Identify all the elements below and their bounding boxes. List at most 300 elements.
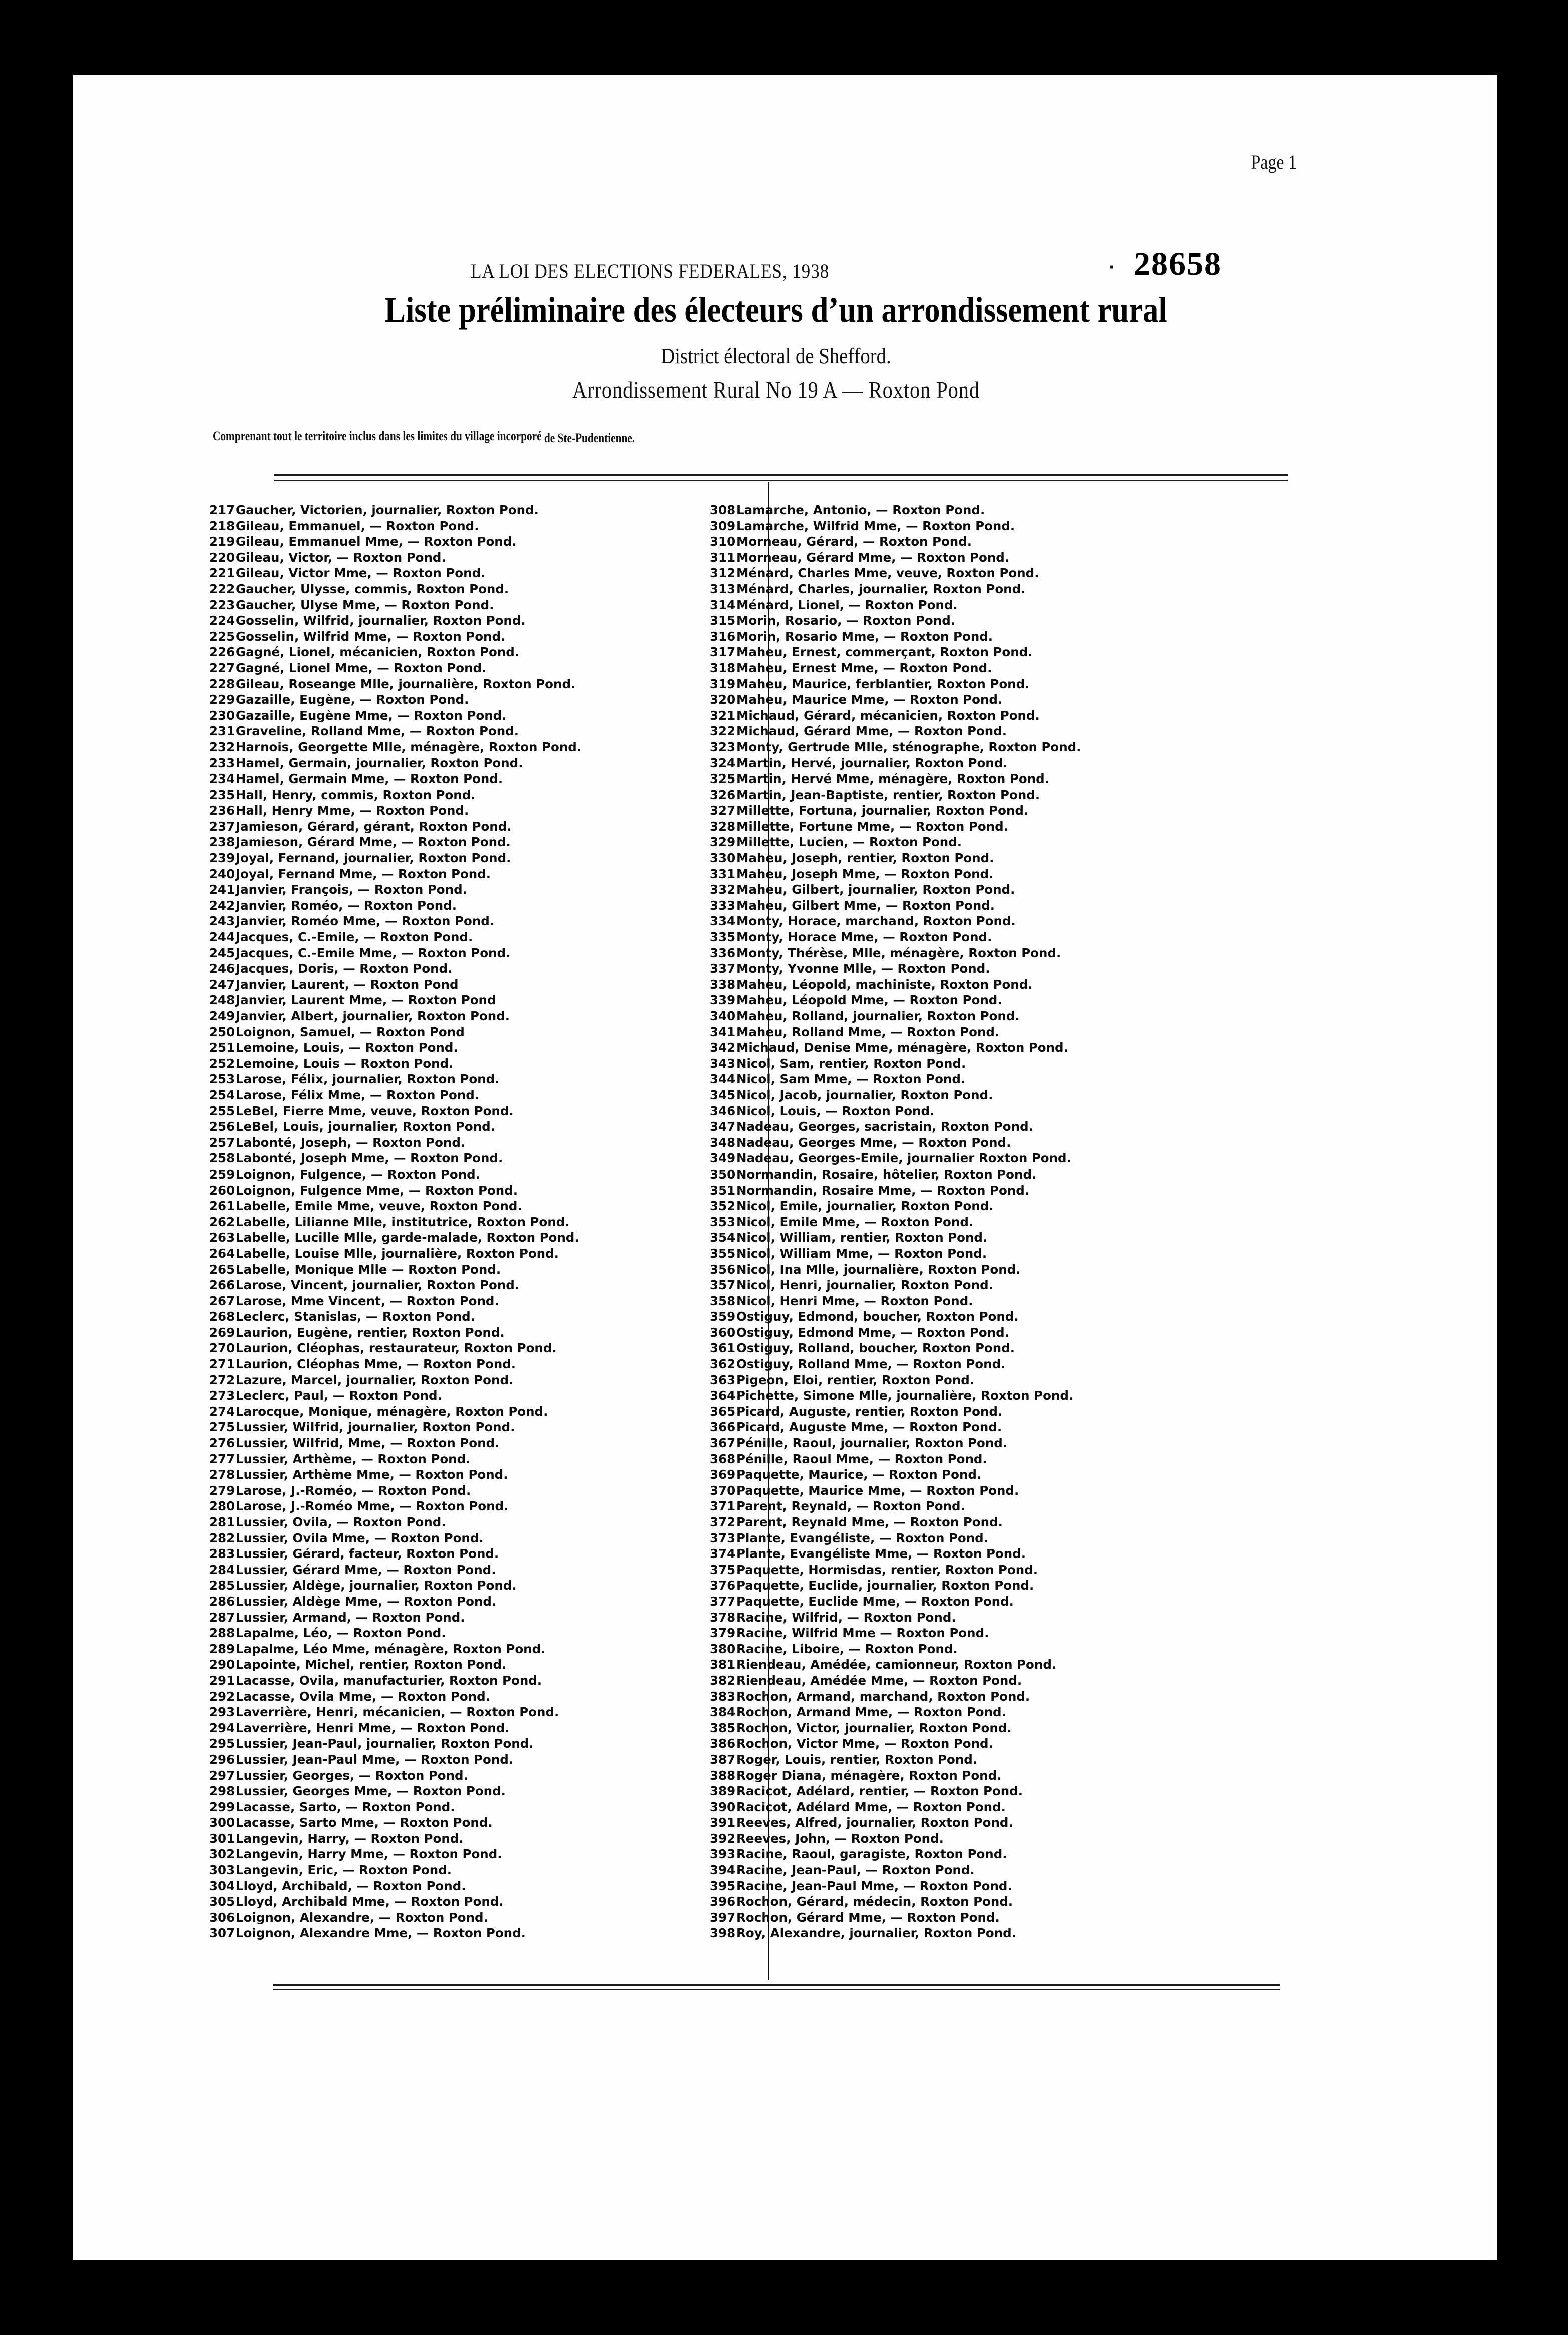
voter-entry [209,1309,581,1325]
voter-number: 397 [710,1910,736,1925]
voter-entry [209,1768,581,1784]
voter-details: Ménard, Lionel, — Roxton Pond. [736,597,958,612]
voter-entry [710,1435,1081,1451]
voter-number: 233 [209,755,235,770]
voter-details: Maheu, Léopold, machiniste, Roxton Pond. [736,977,1033,992]
voter-number: 355 [710,1246,736,1261]
voter-number: 393 [710,1847,736,1862]
voter-details: Roger Diana, ménagère, Roxton Pond. [736,1768,1002,1783]
voter-entry [209,1246,581,1262]
voter-details: Larose, Félix Mme, — Roxton Pond. [236,1087,480,1102]
voter-number: 256 [209,1119,235,1134]
voter-details: Maheu, Gilbert Mme, — Roxton Pond. [736,898,995,913]
voter-number: 333 [710,898,736,913]
voter-number: 263 [209,1230,235,1245]
voter-entry [710,1720,1081,1736]
bullet-mark: · [1109,256,1116,278]
voter-details: Picard, Auguste, rentier, Roxton Pond. [736,1404,1003,1419]
voter-entry [209,961,581,977]
voter-number: 285 [209,1578,235,1593]
voter-entry [710,1862,1081,1878]
voter-details: Racicot, Adélard Mme, — Roxton Pond. [736,1799,1006,1814]
voter-number: 338 [710,977,736,992]
voter-details: Millette, Fortuna, journalier, Roxton Pond. [736,803,1029,818]
voter-details: Gagné, Lionel, mécanicien, Roxton Pond. [236,645,520,660]
voter-entry [710,929,1081,945]
voter-number: 262 [209,1214,235,1229]
voter-number: 374 [710,1546,736,1562]
voter-entry [710,1625,1081,1641]
voter-number: 365 [710,1404,736,1419]
voter-details: Morin, Rosario, — Roxton Pond. [736,613,956,628]
voter-entry [710,1293,1081,1309]
voter-entry [710,1246,1081,1262]
voter-entry [710,771,1081,787]
voter-details: Rochon, Gérard Mme, — Roxton Pond. [736,1910,1000,1925]
voter-number: 320 [710,692,736,707]
voter-details: Paquette, Hormisdas, rentier, Roxton Pond. [736,1562,1038,1577]
voter-entry [710,660,1081,676]
voter-number: 258 [209,1151,235,1166]
voter-entry [710,1419,1081,1435]
voter-number: 226 [209,645,235,660]
voter-entry [710,1530,1081,1546]
voter-details: Lussier, Aldège, journalier, Roxton Pond. [236,1578,517,1593]
voter-entry [209,882,581,898]
voter-entry [209,1514,581,1530]
voter-entry [209,1024,581,1040]
voter-number: 359 [710,1309,736,1324]
voter-entry [209,1325,581,1341]
voter-details: Maheu, Rolland Mme, — Roxton Pond. [736,1024,1000,1039]
voter-number: 260 [209,1183,235,1198]
voter-number: 362 [710,1357,736,1372]
voter-entry [710,961,1081,977]
voter-number: 296 [209,1752,235,1767]
voter-details: Lapalme, Léo, — Roxton Pond. [236,1626,446,1641]
voter-details: Picard, Auguste Mme, — Roxton Pond. [736,1420,1002,1435]
voter-number: 218 [209,518,235,533]
voter-number: 297 [209,1768,235,1783]
voter-entry [209,1578,581,1594]
voter-details: Morneau, Gérard Mme, — Roxton Pond. [736,550,1010,565]
voter-details: Janvier, Roméo, — Roxton Pond. [236,898,457,913]
voter-number: 354 [710,1230,736,1245]
voter-number: 279 [209,1483,235,1498]
voter-entry [209,723,581,739]
voter-number: 254 [209,1087,235,1102]
voter-entry [710,1546,1081,1562]
voter-details: Nadeau, Georges, sacristain, Roxton Pond. [736,1119,1033,1134]
voter-number: 368 [710,1451,736,1466]
voter-details: Gosselin, Wilfrid Mme, — Roxton Pond. [236,629,506,644]
voter-number: 228 [209,676,235,691]
voter-details: Larose, Mme Vincent, — Roxton Pond. [236,1293,499,1308]
voter-number: 312 [710,566,736,581]
voter-entry [710,1214,1081,1230]
voter-number: 300 [209,1815,235,1830]
voter-entry [710,1262,1081,1278]
voter-details: Lussier, Arthème, — Roxton Pond. [236,1451,471,1466]
voter-number: 242 [209,898,235,913]
voter-entry [710,1277,1081,1293]
voter-entry [710,1610,1081,1626]
voter-number: 261 [209,1199,235,1214]
voter-entry [710,644,1081,660]
voter-details: Parent, Reynald, — Roxton Pond. [736,1499,965,1514]
voter-entry [209,1752,581,1768]
voter-details: Paquette, Maurice Mme, — Roxton Pond. [736,1483,1019,1498]
voter-entry [209,898,581,914]
voter-number: 268 [209,1309,235,1324]
voter-entry [209,1799,581,1815]
voter-details: Gosselin, Wilfrid, journalier, Roxton Pond. [236,613,526,628]
voter-details: Maheu, Rolland, journalier, Roxton Pond. [736,1009,1020,1023]
voter-entry [710,1736,1081,1752]
voter-entry [710,1166,1081,1183]
voter-number: 391 [710,1815,736,1830]
voter-details: Janvier, Albert, journalier, Roxton Pond. [236,1009,510,1023]
territory-note [213,429,635,444]
voter-entry [710,1183,1081,1199]
voter-details: Jacques, Doris, — Roxton Pond. [236,961,453,976]
voter-details: Pénille, Raoul Mme, — Roxton Pond. [736,1451,987,1466]
voter-details: Lussier, Jean-Paul Mme, — Roxton Pond. [236,1752,514,1767]
bottom-rule-1 [273,1984,1280,1986]
voter-entry [710,992,1081,1008]
voter-entry [710,1071,1081,1087]
voter-number: 266 [209,1278,235,1293]
voter-entry [710,613,1081,629]
district-heading: District électoral de Shefford. [661,344,891,368]
voter-details: Gaucher, Ulysse, commis, Roxton Pond. [236,581,509,596]
voter-details: Loignon, Fulgence Mme, — Roxton Pond. [236,1183,518,1198]
voter-details: Labelle, Lucille Mlle, garde-malade, Roxton Pond. [236,1230,579,1245]
voter-details: Maheu, Joseph, rentier, Roxton Pond. [736,851,994,866]
voter-details: Labelle, Emile Mme, veuve, Roxton Pond. [236,1199,522,1214]
voter-number: 311 [710,550,736,565]
voter-number: 238 [209,835,235,850]
voter-number: 229 [209,692,235,707]
voter-entry [710,1024,1081,1040]
voter-entry [209,1910,581,1926]
voter-list-column-right [710,502,1081,1941]
voter-number: 380 [710,1641,736,1656]
voter-number: 328 [710,819,736,834]
voter-number: 366 [710,1420,736,1435]
voter-entry [710,898,1081,914]
voter-entry [209,550,581,566]
voter-details: Maheu, Gilbert, journalier, Roxton Pond. [736,882,1015,897]
voter-entry [209,613,581,629]
voter-entry [710,882,1081,898]
voter-number: 223 [209,597,235,612]
voter-details: Racine, Wilfrid Mme — Roxton Pond. [736,1626,989,1641]
voter-number: 315 [710,613,736,628]
voter-number: 319 [710,676,736,691]
voter-entry [710,913,1081,929]
voter-details: Rochon, Victor, journalier, Roxton Pond. [736,1720,1012,1735]
voter-details: Nicol, Jacob, journalier, Roxton Pond. [736,1087,993,1102]
voter-details: Joyal, Fernand Mme, — Roxton Pond. [236,866,491,881]
voter-number: 396 [710,1894,736,1909]
voter-details: Monty, Yvonne Mlle, — Roxton Pond. [736,961,990,976]
voter-number: 371 [710,1499,736,1514]
voter-details: Gileau, Victor, — Roxton Pond. [236,550,446,565]
voter-number: 221 [209,566,235,581]
voter-number: 327 [710,803,736,818]
voter-entry [710,1467,1081,1483]
voter-entry [209,1198,581,1214]
voter-number: 301 [209,1831,235,1846]
voter-details: LeBel, Fierre Mme, veuve, Roxton Pond. [236,1103,514,1118]
voter-details: Millette, Fortune Mme, — Roxton Pond. [736,819,1008,834]
voter-entry [710,1514,1081,1530]
voter-entry [209,676,581,692]
voter-number: 390 [710,1799,736,1814]
voter-number: 345 [710,1087,736,1102]
voter-number: 387 [710,1752,736,1767]
voter-entry [710,708,1081,724]
voter-details: Gagné, Lionel Mme, — Roxton Pond. [236,660,487,675]
voter-number: 309 [710,518,736,533]
voter-details: Jacques, C.-Emile Mme, — Roxton Pond. [236,945,511,960]
voter-entry [209,1040,581,1056]
voter-entry [710,1768,1081,1784]
voter-details: Pénille, Raoul, journalier, Roxton Pond. [736,1436,1008,1451]
voter-entry [209,1562,581,1578]
top-rule-1 [274,474,1288,476]
voter-details: Gileau, Victor Mme, — Roxton Pond. [236,566,486,581]
voter-entry [710,1641,1081,1657]
voter-number: 304 [209,1878,235,1893]
voter-details: Riendeau, Amédée Mme, — Roxton Pond. [736,1673,1022,1688]
voter-entry [209,1530,581,1546]
voter-details: Lussier, Georges Mme, — Roxton Pond. [236,1784,506,1799]
voter-entry [710,692,1081,708]
voter-entry [710,866,1081,882]
voter-number: 314 [710,597,736,612]
page-number: Page 1 [1251,151,1297,173]
voter-details: Lapointe, Michel, rentier, Roxton Pond. [236,1657,507,1672]
voter-entry [710,1230,1081,1246]
voter-number: 269 [209,1325,235,1340]
voter-number: 329 [710,835,736,850]
voter-details: Plante, Evangéliste Mme, — Roxton Pond. [736,1546,1026,1562]
voter-details: Racine, Liboire, — Roxton Pond. [736,1641,958,1656]
voter-number: 283 [209,1546,235,1562]
voter-details: Paquette, Euclide Mme, — Roxton Pond. [736,1594,1014,1609]
voter-details: Morin, Rosario Mme, — Roxton Pond. [736,629,993,644]
voter-entry [710,1578,1081,1594]
voter-number: 340 [710,1009,736,1023]
voter-details: Millette, Lucien, — Roxton Pond. [736,835,962,850]
voter-details: Maheu, Léopold Mme, — Roxton Pond. [736,993,1002,1008]
voter-details: Labelle, Lilianne Mlle, institutrice, Roxton Pond. [236,1214,570,1229]
voter-entry [209,755,581,771]
voter-entry [209,1704,581,1720]
voter-details: Larocque, Monique, ménagère, Roxton Pond. [236,1404,548,1419]
voter-entry [209,1862,581,1878]
voter-number: 306 [209,1910,235,1925]
voter-number: 253 [209,1072,235,1087]
voter-details: Jamieson, Gérard, gérant, Roxton Pond. [236,819,512,834]
voter-details: Martin, Hervé Mme, ménagère, Roxton Pond. [736,771,1049,787]
voter-number: 378 [710,1610,736,1625]
voter-number: 303 [209,1863,235,1878]
voter-entry [209,819,581,835]
voter-details: Monty, Horace, marchand, Roxton Pond. [736,914,1016,929]
voter-number: 302 [209,1847,235,1862]
voter-entry [710,1594,1081,1610]
voter-number: 308 [710,503,736,517]
voter-details: Larose, Vincent, journalier, Roxton Pond. [236,1278,520,1293]
voter-entry [710,550,1081,566]
voter-number: 292 [209,1689,235,1704]
voter-number: 290 [209,1657,235,1672]
voter-entry [710,1910,1081,1926]
voter-details: Racine, Jean-Paul, — Roxton Pond. [736,1863,975,1878]
voter-number: 343 [710,1056,736,1071]
voter-entry [209,929,581,945]
voter-number: 276 [209,1436,235,1451]
voter-number: 270 [209,1341,235,1356]
voter-entry [209,1641,581,1657]
voter-number: 267 [209,1293,235,1308]
voter-details: Lacasse, Sarto, — Roxton Pond. [236,1799,455,1814]
voter-entry [209,1372,581,1388]
voter-details: Joyal, Fernand, journalier, Roxton Pond. [236,851,511,866]
voter-details: Gazaille, Eugène, — Roxton Pond. [236,692,469,707]
voter-details: Lussier, Wilfrid, journalier, Roxton Pond. [236,1420,515,1435]
voter-entry [710,819,1081,835]
voter-number: 353 [710,1214,736,1229]
voter-details: Janvier, Laurent, — Roxton Pond [236,977,459,992]
voter-number: 324 [710,755,736,770]
voter-details: Labelle, Louise Mlle, journalière, Roxton Pond. [236,1246,559,1261]
voter-details: Nicol, Louis, — Roxton Pond. [736,1103,935,1118]
voter-entry [710,1404,1081,1420]
voter-details: Lapalme, Léo Mme, ménagère, Roxton Pond. [236,1641,546,1656]
voter-details: Lussier, Jean-Paul, journalier, Roxton Pond. [236,1736,534,1751]
voter-number: 310 [710,534,736,549]
voter-details: Lussier, Aldège Mme, — Roxton Pond. [236,1594,497,1609]
voter-number: 291 [209,1673,235,1688]
voter-details: Monty, Thérèse, Mlle, ménagère, Roxton Pond. [736,945,1061,960]
voter-entry [710,1657,1081,1673]
voter-number: 321 [710,708,736,723]
voter-entry [209,803,581,819]
voter-number: 339 [710,993,736,1008]
voter-entry [209,1831,581,1847]
voter-number: 289 [209,1641,235,1656]
voter-number: 360 [710,1325,736,1340]
voter-entry [710,1562,1081,1578]
voter-details: Maheu, Joseph Mme, — Roxton Pond. [736,866,994,881]
voter-number: 294 [209,1720,235,1735]
voter-details: Gazaille, Eugène Mme, — Roxton Pond. [236,708,507,723]
voter-details: Larose, J.-Roméo Mme, — Roxton Pond. [236,1499,509,1514]
voter-number: 337 [710,961,736,976]
voter-number: 234 [209,771,235,787]
voter-details: Lussier, Gérard, facteur, Roxton Pond. [236,1546,499,1562]
voter-number: 351 [710,1183,736,1198]
voter-number: 341 [710,1024,736,1039]
voter-number: 284 [209,1562,235,1577]
voter-entry [209,1878,581,1894]
voter-details: Nicol, Ina Mlle, journalière, Roxton Pond. [736,1262,1021,1277]
voter-entry [209,1356,581,1372]
territory-note-text: Comprenant tout le territoire inclus dans les limites du village incorporé [213,429,542,443]
voter-number: 335 [710,930,736,945]
voter-entry [209,977,581,993]
voter-number: 298 [209,1784,235,1799]
voter-number: 281 [209,1515,235,1529]
page-title: Liste préliminaire des électeurs d’un arrondissement rural [384,290,1167,330]
voter-entry [710,1878,1081,1894]
voter-entry [710,518,1081,534]
voter-number: 322 [710,724,736,739]
voter-entry [710,1087,1081,1103]
voter-details: Lloyd, Archibald Mme, — Roxton Pond. [236,1894,504,1909]
voter-number: 248 [209,993,235,1008]
voter-number: 282 [209,1530,235,1545]
voter-number: 277 [209,1451,235,1466]
voter-number: 245 [209,945,235,960]
voter-details: Roger, Louis, rentier, Roxton Pond. [736,1752,978,1767]
voter-details: Labelle, Monique Mlle — Roxton Pond. [236,1262,501,1277]
voter-entry [710,597,1081,613]
voter-entry [710,1815,1081,1831]
voter-details: Reeves, John, — Roxton Pond. [736,1831,944,1846]
voter-entry [710,1451,1081,1467]
voter-details: Rochon, Armand Mme, — Roxton Pond. [736,1705,1006,1720]
arrondissement-heading: Arrondissement Rural No 19 A — Roxton Pond [572,377,980,403]
voter-details: Maheu, Maurice Mme, — Roxton Pond. [736,692,1003,707]
voter-number: 318 [710,660,736,675]
voter-list-column-left [209,502,581,1941]
voter-number: 259 [209,1166,235,1182]
voter-number: 272 [209,1372,235,1387]
voter-number: 235 [209,787,235,802]
voter-number: 240 [209,866,235,881]
voter-number: 392 [710,1831,736,1846]
voter-number: 219 [209,534,235,549]
top-rule-2 [274,480,1288,481]
voter-number: 336 [710,945,736,960]
voter-details: Larose, Félix, journalier, Roxton Pond. [236,1072,500,1087]
voter-details: Nicol, Sam Mme, — Roxton Pond. [736,1072,966,1087]
voter-details: Lacasse, Sarto Mme, — Roxton Pond. [236,1815,493,1830]
voter-number: 361 [710,1341,736,1356]
voter-entry [209,787,581,803]
voter-entry [710,534,1081,550]
voter-entry [209,1925,581,1941]
voter-entry [710,1356,1081,1372]
voter-number: 252 [209,1056,235,1071]
voter-number: 348 [710,1135,736,1150]
voter-entry [209,1625,581,1641]
voter-entry [209,1594,581,1610]
voter-number: 386 [710,1736,736,1751]
document-number: 28658 [1134,246,1222,282]
voter-details: Monty, Horace Mme, — Roxton Pond. [736,930,992,945]
voter-details: Nadeau, Georges Mme, — Roxton Pond. [736,1135,1011,1150]
voter-details: Laurion, Eugène, rentier, Roxton Pond. [236,1325,505,1340]
voter-entry [710,502,1081,518]
voter-details: Loignon, Samuel, — Roxton Pond [236,1024,465,1039]
voter-number: 349 [710,1151,736,1166]
